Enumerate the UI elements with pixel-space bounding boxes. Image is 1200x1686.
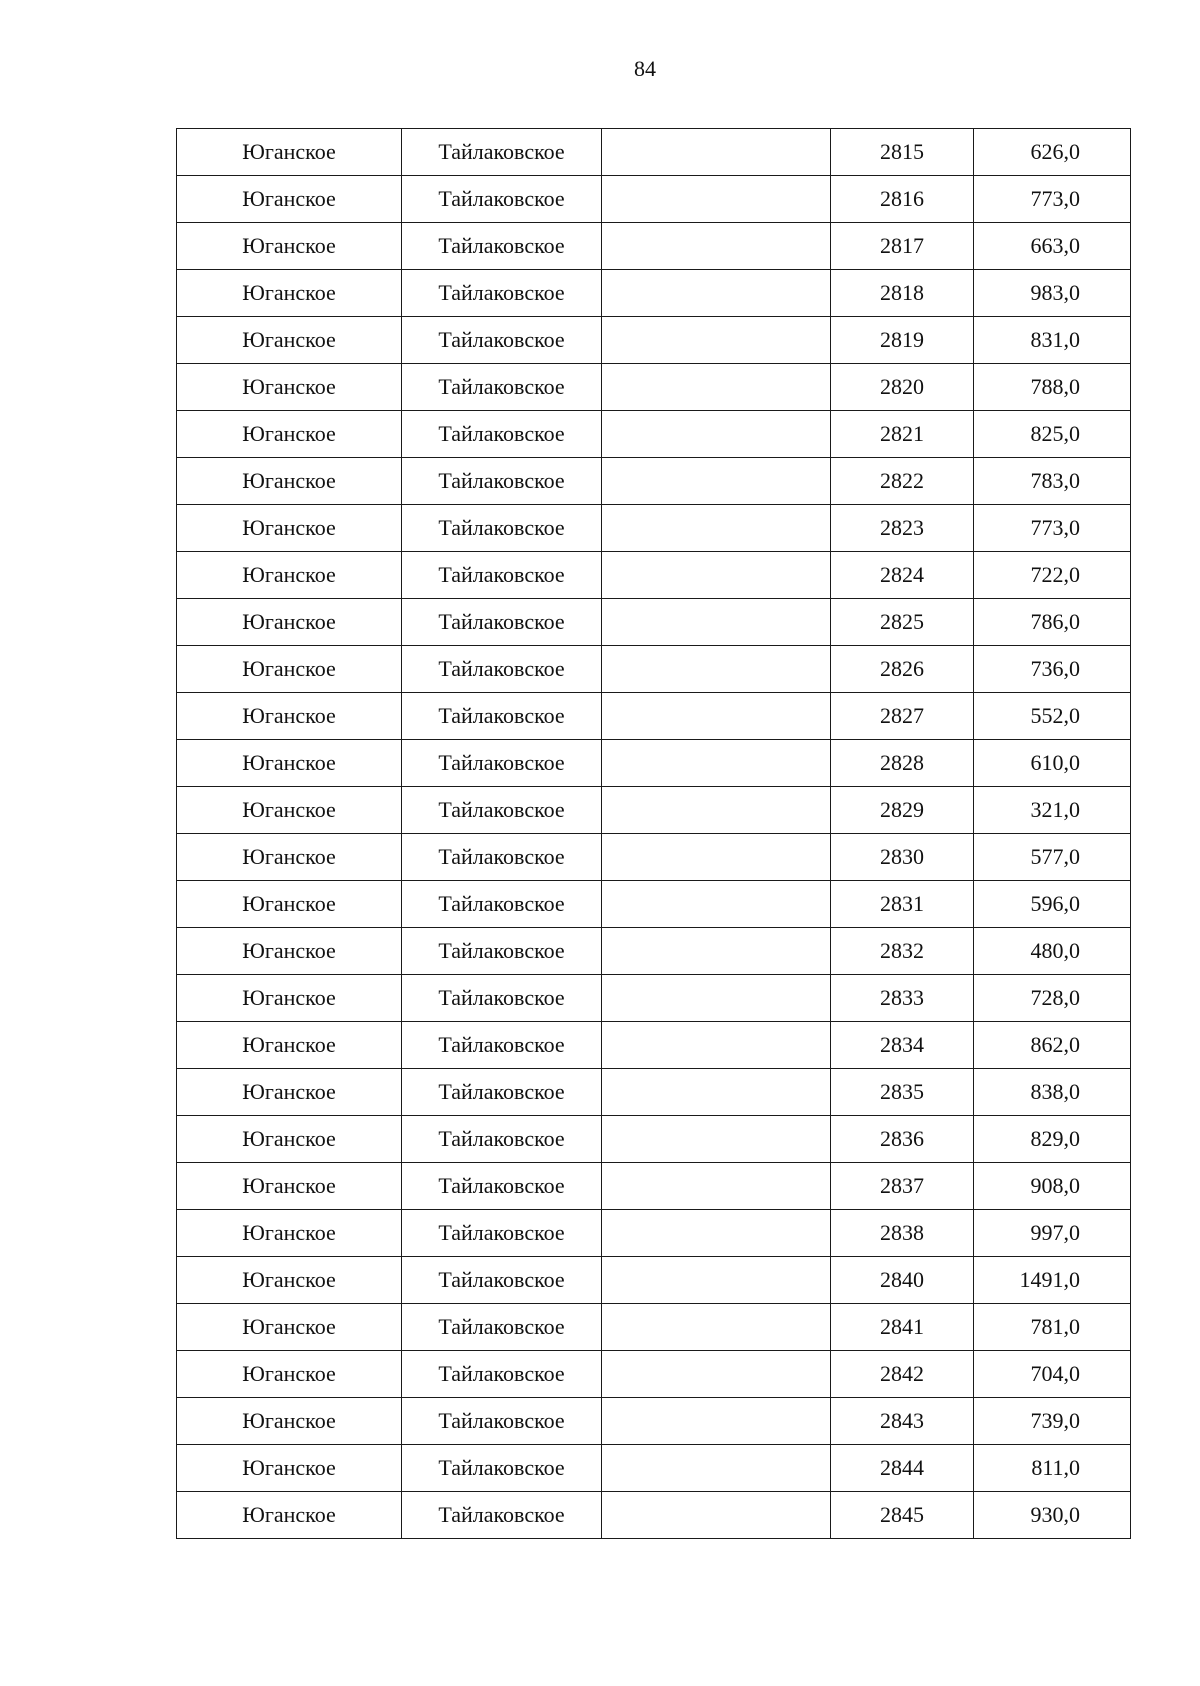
cell-area: Тайлаковское [402,458,602,505]
cell-value: 773,0 [974,505,1131,552]
cell-area: Тайлаковское [402,928,602,975]
cell-field: Юганское [177,411,402,458]
cell-area: Тайлаковское [402,1022,602,1069]
cell-field: Юганское [177,176,402,223]
cell-field: Юганское [177,364,402,411]
cell-area: Тайлаковское [402,1257,602,1304]
cell-field: Юганское [177,740,402,787]
cell-number: 2816 [831,176,974,223]
cell-note [602,1398,831,1445]
table-row [177,740,1131,787]
cell-note [602,928,831,975]
cell-note [602,411,831,458]
cell-field: Юганское [177,223,402,270]
table-row [177,270,1131,317]
cell-field: Юганское [177,599,402,646]
table-row [177,1257,1131,1304]
cell-field: Юганское [177,1492,402,1539]
cell-note [602,129,831,176]
cell-area: Тайлаковское [402,599,602,646]
cell-value: 786,0 [974,599,1131,646]
cell-number: 2828 [831,740,974,787]
cell-number: 2818 [831,270,974,317]
cell-note [602,740,831,787]
cell-area: Тайлаковское [402,1210,602,1257]
cell-field: Юганское [177,1304,402,1351]
cell-note [602,975,831,1022]
cell-field: Юганское [177,881,402,928]
table-row [177,317,1131,364]
cell-field: Юганское [177,646,402,693]
cell-number: 2837 [831,1163,974,1210]
cell-field: Юганское [177,928,402,975]
cell-note [602,1304,831,1351]
table-row [177,458,1131,505]
table-row [177,1492,1131,1539]
table-row [177,129,1131,176]
table-row [177,881,1131,928]
cell-area: Тайлаковское [402,1116,602,1163]
cell-value: 930,0 [974,1492,1131,1539]
cell-area: Тайлаковское [402,364,602,411]
table-row [177,411,1131,458]
cell-field: Юганское [177,458,402,505]
cell-value: 610,0 [974,740,1131,787]
cell-note [602,1445,831,1492]
cell-note [602,1492,831,1539]
cell-value: 739,0 [974,1398,1131,1445]
cell-number: 2834 [831,1022,974,1069]
cell-area: Тайлаковское [402,881,602,928]
table-row [177,1351,1131,1398]
page-number: 84 [634,56,656,81]
table-row [177,1022,1131,1069]
cell-number: 2822 [831,458,974,505]
cell-number: 2827 [831,693,974,740]
cell-number: 2835 [831,1069,974,1116]
cell-number: 2840 [831,1257,974,1304]
cell-area: Тайлаковское [402,1304,602,1351]
table-row [177,787,1131,834]
cell-value: 983,0 [974,270,1131,317]
table-row [177,693,1131,740]
cell-number: 2841 [831,1304,974,1351]
table-row [177,1304,1131,1351]
cell-area: Тайлаковское [402,740,602,787]
table-row [177,223,1131,270]
cell-number: 2826 [831,646,974,693]
cell-note [602,1163,831,1210]
cell-value: 829,0 [974,1116,1131,1163]
cell-field: Юганское [177,552,402,599]
cell-area: Тайлаковское [402,1069,602,1116]
cell-area: Тайлаковское [402,552,602,599]
cell-value: 997,0 [974,1210,1131,1257]
table-row [177,834,1131,881]
cell-area: Тайлаковское [402,505,602,552]
cell-number: 2825 [831,599,974,646]
cell-area: Тайлаковское [402,1445,602,1492]
data-table [176,128,1131,1539]
cell-number: 2844 [831,1445,974,1492]
cell-value: 480,0 [974,928,1131,975]
cell-field: Юганское [177,270,402,317]
cell-number: 2824 [831,552,974,599]
cell-field: Юганское [177,787,402,834]
cell-value: 1491,0 [974,1257,1131,1304]
cell-field: Юганское [177,1351,402,1398]
cell-area: Тайлаковское [402,1492,602,1539]
cell-note [602,1022,831,1069]
table-row [177,1163,1131,1210]
cell-area: Тайлаковское [402,787,602,834]
table-body [177,129,1131,1539]
cell-area: Тайлаковское [402,223,602,270]
cell-note [602,458,831,505]
cell-value: 663,0 [974,223,1131,270]
cell-note [602,1116,831,1163]
cell-value: 577,0 [974,834,1131,881]
cell-area: Тайлаковское [402,1351,602,1398]
cell-note [602,270,831,317]
table-row [177,505,1131,552]
cell-number: 2836 [831,1116,974,1163]
cell-note [602,693,831,740]
table-row [177,928,1131,975]
cell-value: 704,0 [974,1351,1131,1398]
cell-field: Юганское [177,834,402,881]
cell-area: Тайлаковское [402,693,602,740]
cell-note [602,1210,831,1257]
cell-value: 596,0 [974,881,1131,928]
cell-field: Юганское [177,1210,402,1257]
cell-number: 2833 [831,975,974,1022]
cell-area: Тайлаковское [402,129,602,176]
cell-value: 736,0 [974,646,1131,693]
cell-value: 811,0 [974,1445,1131,1492]
cell-field: Юганское [177,693,402,740]
cell-value: 781,0 [974,1304,1131,1351]
cell-value: 728,0 [974,975,1131,1022]
cell-field: Юганское [177,1069,402,1116]
table-row [177,1445,1131,1492]
cell-area: Тайлаковское [402,176,602,223]
cell-value: 773,0 [974,176,1131,223]
cell-value: 321,0 [974,787,1131,834]
cell-field: Юганское [177,1445,402,1492]
cell-number: 2821 [831,411,974,458]
cell-number: 2820 [831,364,974,411]
table-row [177,1069,1131,1116]
cell-area: Тайлаковское [402,411,602,458]
table-row [177,1210,1131,1257]
cell-note [602,1351,831,1398]
cell-number: 2832 [831,928,974,975]
cell-note [602,364,831,411]
cell-note [602,505,831,552]
cell-area: Тайлаковское [402,646,602,693]
cell-area: Тайлаковское [402,1163,602,1210]
cell-note [602,881,831,928]
cell-area: Тайлаковское [402,317,602,364]
cell-field: Юганское [177,975,402,1022]
cell-note [602,599,831,646]
cell-number: 2842 [831,1351,974,1398]
table-row [177,975,1131,1022]
cell-number: 2817 [831,223,974,270]
cell-field: Юганское [177,505,402,552]
cell-area: Тайлаковское [402,834,602,881]
cell-area: Тайлаковское [402,1398,602,1445]
cell-value: 825,0 [974,411,1131,458]
cell-field: Юганское [177,129,402,176]
cell-value: 838,0 [974,1069,1131,1116]
table-row [177,1116,1131,1163]
cell-field: Юганское [177,1116,402,1163]
cell-area: Тайлаковское [402,975,602,1022]
cell-number: 2819 [831,317,974,364]
cell-note [602,176,831,223]
cell-number: 2823 [831,505,974,552]
cell-value: 626,0 [974,129,1131,176]
table-row [177,552,1131,599]
cell-value: 552,0 [974,693,1131,740]
cell-field: Юганское [177,1398,402,1445]
cell-number: 2831 [831,881,974,928]
cell-note [602,223,831,270]
cell-area: Тайлаковское [402,270,602,317]
cell-field: Юганское [177,1163,402,1210]
cell-value: 783,0 [974,458,1131,505]
table-row [177,646,1131,693]
cell-field: Юганское [177,317,402,364]
cell-note [602,1069,831,1116]
cell-note [602,552,831,599]
cell-note [602,834,831,881]
table-row [177,364,1131,411]
cell-note [602,646,831,693]
cell-number: 2843 [831,1398,974,1445]
cell-field: Юганское [177,1257,402,1304]
cell-value: 831,0 [974,317,1131,364]
cell-number: 2838 [831,1210,974,1257]
table-row [177,176,1131,223]
table-row [177,599,1131,646]
cell-field: Юганское [177,1022,402,1069]
cell-value: 862,0 [974,1022,1131,1069]
cell-note [602,787,831,834]
cell-value: 908,0 [974,1163,1131,1210]
cell-number: 2815 [831,129,974,176]
table-row [177,1398,1131,1445]
cell-number: 2830 [831,834,974,881]
cell-number: 2829 [831,787,974,834]
cell-value: 788,0 [974,364,1131,411]
cell-note [602,317,831,364]
cell-value: 722,0 [974,552,1131,599]
cell-note [602,1257,831,1304]
cell-number: 2845 [831,1492,974,1539]
